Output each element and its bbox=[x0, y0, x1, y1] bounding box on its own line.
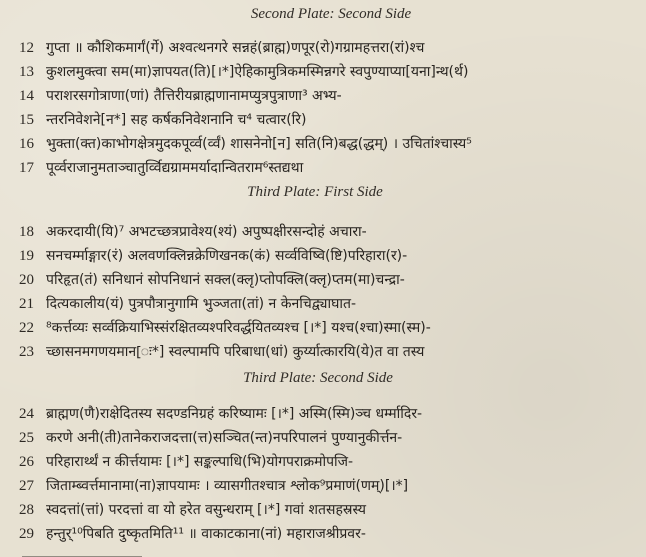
line-text: ब्राह्मण(णै)राक्षेदितस्य सदण्डनिग्रहं करिष्यामः [।*] अस्मि(स्मि)ञ्च धर्म्मादिर- bbox=[46, 406, 423, 422]
line-text: भुक्ता(क्त)काभोगक्षेत्रमुदकपूर्व्व(र्व्वं) शासनेनो[न] सति(नि)बद्ध(द्धम्) । उचितांश्चास्य⁵ bbox=[46, 136, 472, 152]
inscription-line bbox=[0, 86, 646, 106]
line-text: पराशरसगोत्राणा(णां) तैत्तिरीयब्राह्मणानामप्युत्रपुत्राणा³ अभ्य- bbox=[46, 88, 342, 104]
inscription-line bbox=[0, 158, 646, 178]
line-text: न्तरनिवेशने[न*] सह कर्षकनिवेशनानि च⁴ चत्वार(रि) bbox=[46, 112, 307, 128]
section-heading: Third Plate: Second Side bbox=[243, 370, 393, 386]
line-number: 23 bbox=[19, 344, 34, 360]
line-text: सनचर्म्माङ्गार(रं) अलवणक्लिन्नक्रेणिखनक(कं) सर्व्वविष्वि(ष्टि)परिहारा(र)- bbox=[46, 248, 408, 264]
line-number: 25 bbox=[19, 430, 34, 446]
section-heading: Third Plate: First Side bbox=[247, 184, 383, 200]
line-number: 27 bbox=[19, 478, 34, 494]
line-text: ⁸कर्त्तव्यः सर्व्वक्रियाभिस्संरक्षितव्यश्परिवर्द्धयितव्यश्च [।*] यश्च(श्चा)स्मा(स्म)- bbox=[46, 320, 431, 336]
line-number: 21 bbox=[19, 296, 34, 312]
line-number: 18 bbox=[19, 224, 34, 240]
inscription-line bbox=[0, 294, 646, 314]
inscription-line bbox=[0, 428, 646, 448]
line-text: कुशलमुक्त्वा सम(मा)ज्ञापयत(ति)[।*]ऐहिकामुत्रिकमस्मिन्नगरे स्वपुण्याप्या[यना]न्थ(र्थ) bbox=[46, 64, 469, 80]
line-number: 17 bbox=[19, 160, 34, 176]
line-text: परिहृत(तं) सनिधानं सोपनिधानं सक्ल(क्लृ)प्तोपक्लि(क्लृ)प्तम(मा)चन्द्रा- bbox=[46, 272, 405, 288]
line-number: 29 bbox=[19, 526, 34, 542]
inscription-line bbox=[0, 318, 646, 338]
line-number: 19 bbox=[19, 248, 34, 264]
line-number: 24 bbox=[19, 406, 34, 422]
line-number: 28 bbox=[19, 502, 34, 518]
inscription-line bbox=[0, 38, 646, 58]
line-number: 20 bbox=[19, 272, 34, 288]
line-text: जिताम्ब्वर्त्तमानामा(ना)ज्ञापयामः । व्यासगीतश्चात्र श्लोक⁹प्रमाणं(णम्)[।*] bbox=[46, 478, 409, 494]
line-number: 16 bbox=[19, 136, 34, 152]
line-number: 12 bbox=[19, 40, 34, 56]
line-number: 26 bbox=[19, 454, 34, 470]
line-text: पूर्व्वराजानुमताञ्चातुर्व्विद्यग्राममर्यादान्वितराम⁶स्तद्यथा bbox=[46, 160, 304, 176]
inscription-line bbox=[0, 524, 646, 544]
inscription-line bbox=[0, 476, 646, 496]
line-number: 13 bbox=[19, 64, 34, 80]
inscription-line bbox=[0, 342, 646, 362]
inscription-line bbox=[0, 110, 646, 130]
line-number: 14 bbox=[19, 88, 34, 104]
line-text: हन्तुर्¹⁰पिबति दुष्कृतमिति¹¹ ॥ वाकाटकाना(नां) महाराजश्रीप्रवर- bbox=[46, 526, 366, 542]
inscription-line bbox=[0, 246, 646, 266]
line-text: गुप्ता ॥ कौशिकमार्गं(र्गे) अश्वत्थनगरे सन्नहं(ब्राह्म)णपूर(रो)गग्रामहत्तरा(रां)श्च bbox=[46, 40, 425, 56]
inscription-line bbox=[0, 500, 646, 520]
line-text: स्वदत्तां(त्तां) परदत्तां वा यो हरेत वसुन्धराम् [।*] गवां शतसहस्रस्य bbox=[46, 502, 367, 518]
line-text: दित्यकालीय(यं) पुत्रपौत्रानुगामि भुञ्जता(तां) न केनचिद्व्याघात- bbox=[46, 296, 357, 312]
inscription-line bbox=[0, 270, 646, 290]
line-text: च्छासनमगणयमान[ः*] स्वल्पामपि परिबाधा(धां) कुर्य्यात्कारयि(ये)त वा तस्य bbox=[46, 344, 425, 360]
line-text: करणे अनी(ती)तानेकराजदत्ता(त्त)सञ्चित(न्त)नपरिपालनं पुण्यानुकीर्त्तन- bbox=[46, 430, 403, 446]
line-number: 15 bbox=[19, 112, 34, 128]
inscription-line bbox=[0, 222, 646, 242]
line-number: 22 bbox=[19, 320, 34, 336]
inscription-line bbox=[0, 134, 646, 154]
line-text: अकरदायी(यि)⁷ अभटच्छत्रप्रावेश्य(श्यं) अपुष्पक्षीरसन्दोहं अचारा- bbox=[46, 224, 367, 240]
inscription-line bbox=[0, 62, 646, 82]
inscription-line bbox=[0, 404, 646, 424]
inscription-line bbox=[0, 452, 646, 472]
line-text: परिहारार्थ्थं न कीर्त्तयामः [।*] सङ्कल्पाधि(भि)योगपराक्रमोपजि- bbox=[46, 454, 354, 470]
section-heading: Second Plate: Second Side bbox=[250, 6, 412, 22]
